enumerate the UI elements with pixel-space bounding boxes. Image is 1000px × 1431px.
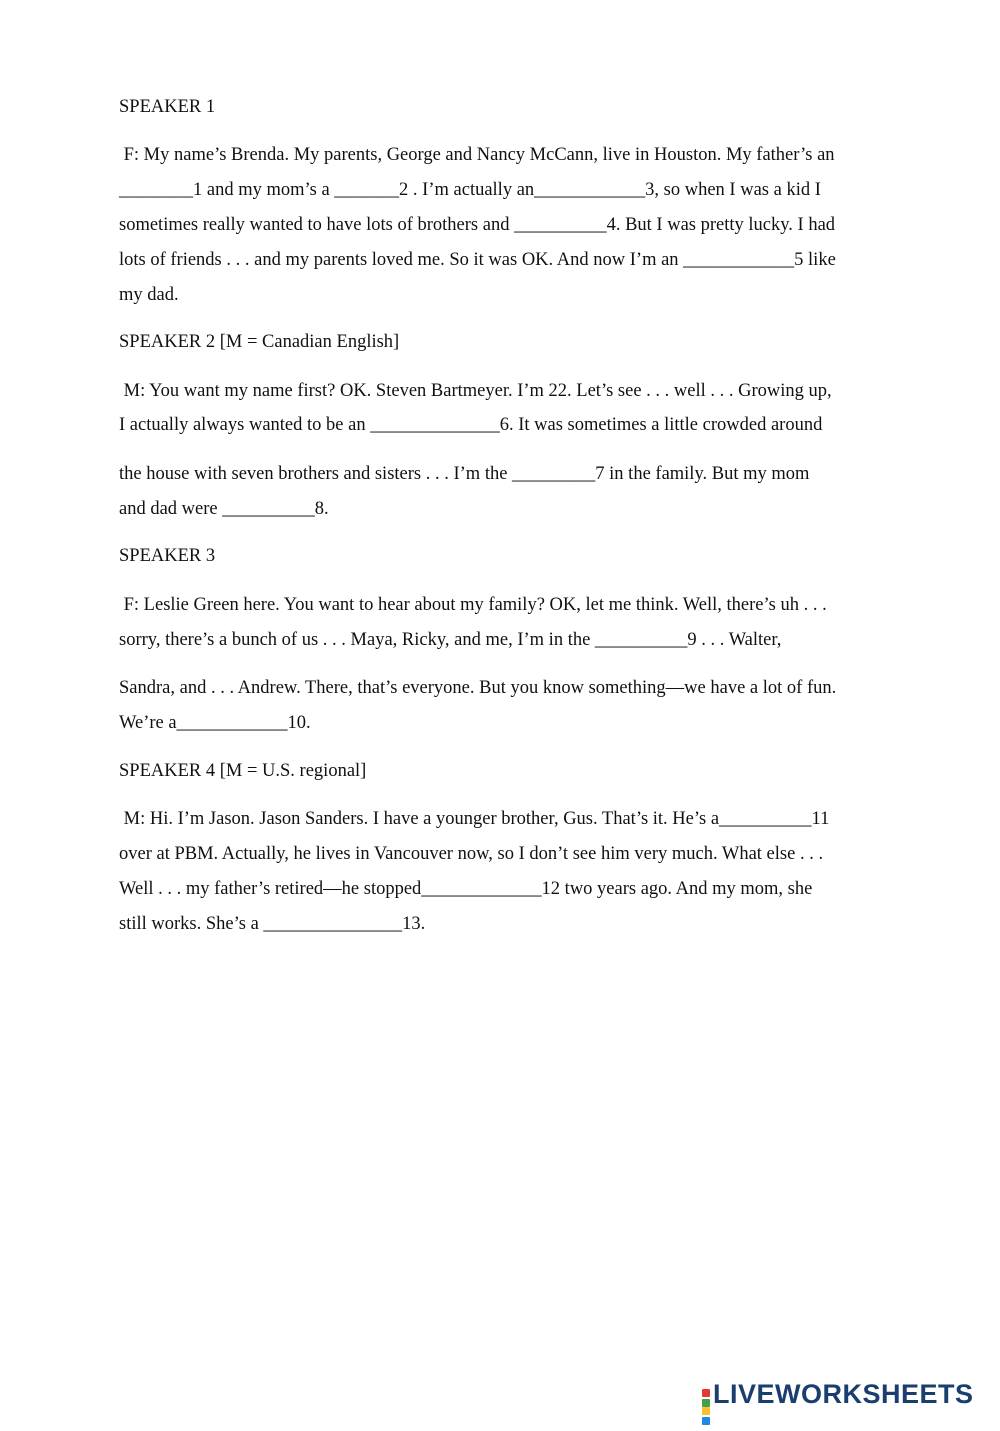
- speaker-1-line: my dad.: [119, 285, 179, 305]
- logo-text: LIVEWORKSHEETS: [713, 1378, 974, 1409]
- speaker-3-line: We’re a____________10.: [119, 713, 311, 733]
- speaker-3-heading: SPEAKER 3: [119, 546, 216, 566]
- speaker-2-line: M: You want my name first? OK. Steven Bartmeyer. I’m 22. Let’s see . . . well . . . Growing up,: [119, 381, 832, 401]
- speaker-4-line: M: Hi. I’m Jason. Jason Sanders. I have a younger brother, Gus. That’s it. He’s a__________11: [119, 809, 830, 829]
- speaker-2-heading: SPEAKER 2 [M = Canadian English]: [119, 332, 400, 352]
- logo-mark-tile: [702, 1417, 710, 1425]
- speaker-1-line: F: My name’s Brenda. My parents, George and Nancy McCann, live in Houston. My father’s an: [119, 145, 835, 165]
- speaker-1-heading: SPEAKER 1: [119, 97, 216, 117]
- logo-mark-tile: [702, 1399, 710, 1407]
- speaker-3-line: Sandra, and . . . Andrew. There, that’s everyone. But you know something—we have a lot of fun.: [119, 678, 837, 698]
- speaker-1-line: lots of friends . . . and my parents loved me. So it was OK. And now I’m an ____________5 like: [119, 250, 836, 270]
- speaker-2-line: the house with seven brothers and sisters . . . I’m the _________7 in the family. But my mom: [119, 464, 810, 484]
- speaker-3-line: F: Leslie Green here. You want to hear about my family? OK, let me think. Well, there’s uh . . .: [119, 595, 827, 615]
- speaker-4-line: still works. She’s a _______________13.: [119, 914, 426, 934]
- speaker-1-line: ________1 and my mom’s a _______2 . I’m actually an____________3, so when I was a kid I: [119, 180, 821, 200]
- speaker-4-heading: SPEAKER 4 [M = U.S. regional]: [119, 761, 367, 781]
- liveworksheets-logo[interactable]: [700, 1377, 996, 1411]
- speaker-1-line: sometimes really wanted to have lots of brothers and __________4. But I was pretty lucky. I had: [119, 215, 836, 235]
- speaker-3-line: sorry, there’s a bunch of us . . . Maya, Ricky, and me, I’m in the __________9 . . . Walter,: [119, 630, 782, 650]
- speaker-2-line: and dad were __________8.: [119, 499, 329, 519]
- logo-mark-icon: [700, 1384, 710, 1404]
- speaker-2-line: I actually always wanted to be an ______________6. It was sometimes a little crowded around: [119, 415, 823, 435]
- speaker-4-line: over at PBM. Actually, he lives in Vancouver now, so I don’t see him very much. What else . . .: [119, 844, 824, 864]
- speaker-4-line: Well . . . my father’s retired—he stopped_____________12 two years ago. And my mom, she: [119, 879, 813, 899]
